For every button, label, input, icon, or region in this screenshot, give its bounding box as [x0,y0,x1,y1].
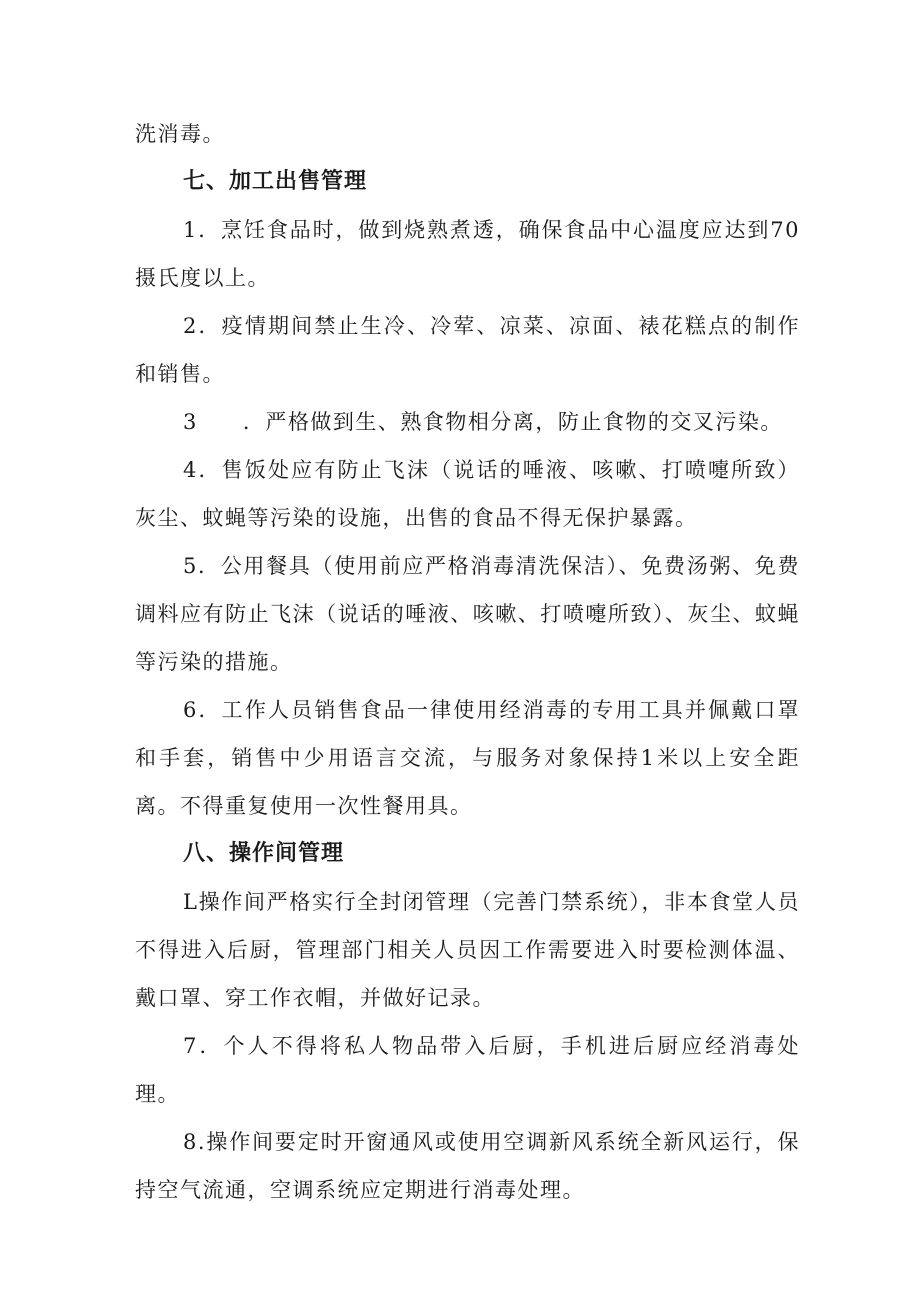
section-7-item-2: 2．疫情期间禁止生冷、冷荤、凉菜、凉面、裱花糕点的制作和销售。 [135,314,800,386]
section-7-item-5: 5．公用餐具（使用前应严格消毒清洗保洁）、免费汤粥、免费调料应有防止飞沫（说话的唾液、咳嗽、打喷嚏所致）、灰尘、蚊蝇等污染的措施。 [135,554,800,674]
section-7-item-3: 3 ．严格做到生、熟食物相分离，防止食物的交叉污染。 [183,410,783,434]
section-heading-7: 七、加工出售管理 [183,169,368,194]
section-7-item-4: 4．售饭处应有防止飞沫（说话的唾液、咳嗽、打喷嚏所致）灰尘、蚊蝇等污染的设施，出售的食品不得无保护暴露。 [135,458,800,530]
section-7-item-6: 6．工作人员销售食品一律使用经消毒的专用工具并佩戴口罩和手套，销售中少用语言交流，与服务对象保持1米以上安全距离。不得重复使用一次性餐用具。 [135,698,800,818]
section-heading-8: 八、操作间管理 [183,841,345,866]
continuation-text: 洗消毒。 [135,122,225,146]
document-body [135,110,800,1214]
section-8-item-1: L操作间严格实行全封闭管理（完善门禁系统），非本食堂人员不得进入后厨，管理部门相关人员因工作需要进入时要检测体温、戴口罩、穿工作衣帽，并做好记录。 [135,890,800,1010]
section-7-item-1: 1．烹饪食品时，做到烧熟煮透，确保食品中心温度应达到70摄氏度以上。 [135,218,800,290]
section-8-item-7: 7．个人不得将私人物品带入后厨，手机进后厨应经消毒处理。 [135,1034,800,1106]
section-8-item-8: 8.操作间要定时开窗通风或使用空调新风系统全新风运行，保持空气流通，空调系统应定期进行消毒处理。 [135,1130,800,1202]
